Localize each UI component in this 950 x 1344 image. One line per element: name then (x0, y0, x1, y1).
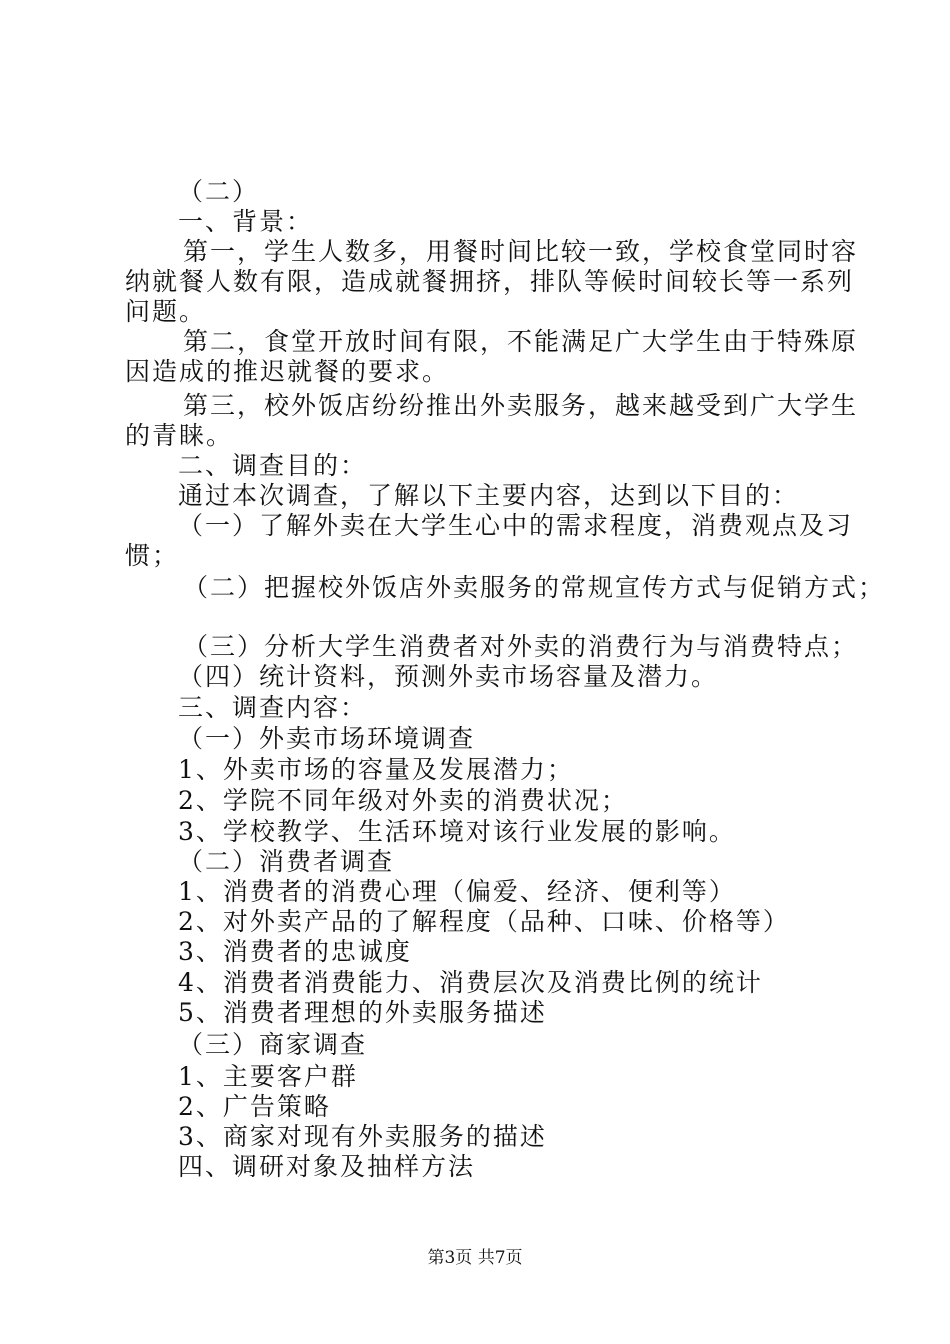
paragraph-line: 通过本次调查，了解以下主要内容，达到以下目的： (178, 481, 800, 510)
list-item: 5、消费者理想的外卖服务描述 (178, 998, 547, 1027)
list-item: 3、学校教学、生活环境对该行业发展的影响。 (178, 817, 736, 846)
list-item: 3、商家对现有外卖服务的描述 (178, 1122, 547, 1151)
list-item: （三）分析大学生消费者对外卖的消费行为与消费特点； (183, 632, 859, 661)
list-item: 惯； (125, 541, 180, 570)
text-line: （二） (178, 177, 260, 206)
page-footer: 第3页 共7页 (427, 1248, 523, 1268)
paragraph-line: 第一，学生人数多，用餐时间比较一致，学校食堂同时容 (183, 237, 859, 266)
section-heading: 一、背景： (178, 207, 314, 236)
list-item: （四）统计资料，预测外卖市场容量及潜力。 (178, 662, 719, 691)
list-item: （二）把握校外饭店外卖服务的常规宣传方式与促销方式； (183, 573, 886, 602)
paragraph-line: 的青睐。 (125, 421, 234, 450)
paragraph-line: 问题。 (125, 297, 207, 326)
section-heading: 三、调查内容： (178, 693, 368, 722)
subsection-heading: （三）商家调查 (178, 1030, 368, 1059)
list-item: 1、消费者的消费心理（偏爱、经济、便利等） (178, 877, 736, 906)
subsection-heading: （一）外卖市场环境调查 (178, 724, 476, 753)
list-item: 3、消费者的忠诚度 (178, 937, 412, 966)
section-heading: 二、调查目的： (178, 451, 368, 480)
list-item: 2、学院不同年级对外卖的消费状况； (178, 786, 628, 815)
list-item: 1、外卖市场的容量及发展潜力； (178, 755, 574, 784)
paragraph-line: 因造成的推迟就餐的要求。 (125, 357, 450, 386)
paragraph-line: 第三，校外饭店纷纷推出外卖服务，越来越受到广大学生 (183, 391, 859, 420)
list-item: 2、广告策略 (178, 1092, 331, 1121)
list-item: 2、对外卖产品的了解程度（品种、口味、价格等） (178, 907, 790, 936)
list-item: 1、主要客户群 (178, 1062, 358, 1091)
paragraph-line: 纳就餐人数有限，造成就餐拥挤，排队等候时间较长等一系列 (125, 267, 855, 296)
list-item: （一）了解外卖在大学生心中的需求程度，消费观点及习 (178, 511, 854, 540)
list-item: 4、消费者消费能力、消费层次及消费比例的统计 (178, 968, 763, 997)
section-heading: 四、调研对象及抽样方法 (178, 1152, 476, 1181)
subsection-heading: （二）消费者调查 (178, 847, 395, 876)
paragraph-line: 第二，食堂开放时间有限，不能满足广大学生由于特殊原 (183, 327, 859, 356)
